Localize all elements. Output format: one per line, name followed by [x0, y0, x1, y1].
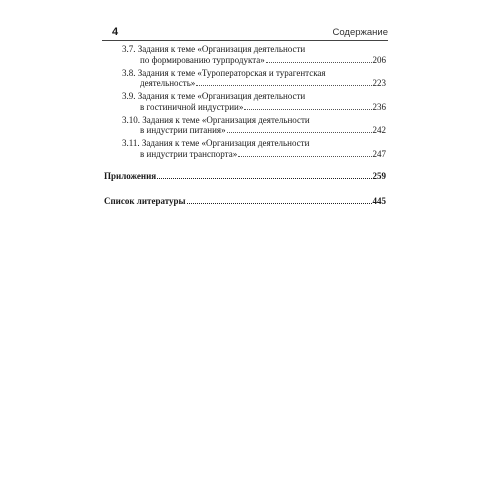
toc-entry-title-cont: в индустрии транспорта» [140, 148, 238, 159]
toc-entry-3-7 [102, 44, 386, 65]
toc-entry-title-cont: в индустрии питания» [140, 125, 226, 135]
toc-entry-title: 3.10. Задания к теме «Организация деятельности [122, 114, 310, 125]
toc-entry-page: 206 [372, 54, 386, 65]
toc-entry-page: 223 [372, 78, 386, 88]
toc-entry-title: Список литературы [104, 195, 186, 206]
toc-entry-3-10 [102, 115, 386, 136]
toc-entry-appendix [102, 171, 386, 182]
dot-leader [244, 109, 371, 110]
toc-entry-bibliography [102, 196, 386, 207]
toc-entry-page: 242 [372, 125, 386, 135]
dot-leader [196, 85, 371, 86]
toc-entry-title-cont: по формированию турпродукта» [140, 54, 265, 65]
toc-entry-title: 3.9. Задания к теме «Организация деятельности [122, 91, 306, 101]
toc-entry-title: 3.11. Задания к теме «Организация деятельности [122, 138, 310, 148]
toc-entry-page: 445 [372, 195, 386, 206]
running-title: Содержание [332, 27, 388, 38]
toc-entry-title: Приложения [104, 170, 157, 181]
toc-entry-title: 3.7. Задания к теме «Организация деятельности [122, 44, 306, 54]
table-of-contents [102, 44, 386, 209]
dot-leader [187, 203, 372, 204]
toc-entry-title: 3.8. Задания к теме «Туроператорская и турагентская [122, 67, 326, 78]
toc-entry-3-9 [102, 91, 386, 112]
header-rule [102, 40, 388, 41]
toc-entry-3-8 [102, 68, 386, 89]
dot-leader [227, 132, 372, 133]
dot-leader [238, 156, 371, 157]
dot-leader [157, 178, 371, 179]
dot-leader [266, 62, 372, 63]
toc-entry-title-cont: деятельность» [140, 78, 196, 88]
toc-entry-page: 236 [372, 101, 386, 112]
toc-entry-title-cont: в гостиничной индустрии» [140, 101, 244, 112]
page-number: 4 [112, 26, 119, 38]
toc-entry-3-11 [102, 138, 386, 159]
toc-entry-page: 247 [372, 148, 386, 159]
toc-entry-page: 259 [372, 170, 386, 181]
page-header [102, 24, 388, 40]
